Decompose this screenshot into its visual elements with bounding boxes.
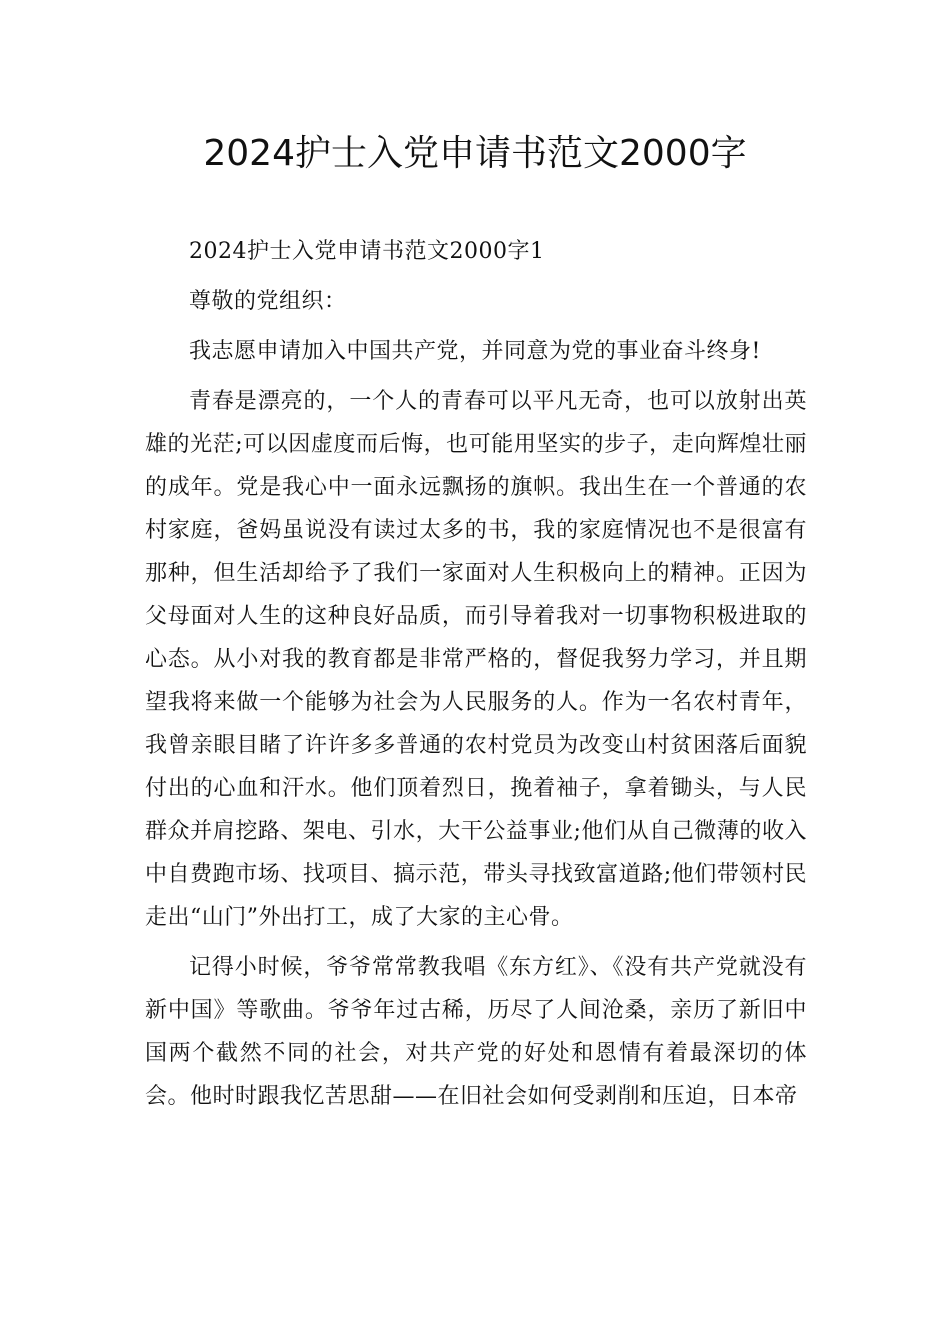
paragraph: 我志愿申请加入中国共产党，并同意为党的事业奋斗终身! bbox=[189, 339, 761, 364]
document-body bbox=[145, 230, 807, 1125]
paragraph-heading: 2024护士入党申请书范文2000字1 bbox=[189, 239, 545, 264]
document-title: 2024护士入党申请书范文2000字 bbox=[203, 133, 747, 174]
paragraph: 青春是漂亮的，一个人的青春可以平凡无奇，也可以放射出英雄的光茫;可以因虚度而后悔，也可能用坚实的步子，走向辉煌壮丽的成年。党是我心中一面永远飘扬的旗帜。我出生在一个普通的农村家庭，爸妈虽说没有读过太多的书，我的家庭情况也不是很富有那种，但生活却给予了我们一家面对人生积极向上的精神。正因为父母面对人生的这种良好品质，而引导着我对一切事物积极进取的心态。从小对我的教育都是非常严格的，督促我努力学习，并且期望我将来做一个能够为社会为人民服务的人。作为一名农村青年，我曾亲眼目睹了许许多多普通的农村党员为改变山村贫困落后面貌付出的心血和汗水。他们顶着烈日，挽着袖子，拿着锄头，与人民群众并肩挖路、架电、引水，大干公益事业;他们从自己微薄的收入中自费跑市场、找项目、搞示范，带头寻找致富道路;他们带领村民走出“山门”外出打工，成了大家的主心骨。 bbox=[145, 389, 807, 930]
paragraph: 记得小时候，爷爷常常教我唱《东方红》、《没有共产党就没有新中国》等歌曲。爷爷年过古稀，历尽了人间沧桑，亲历了新旧中国两个截然不同的社会，对共产党的好处和恩情有着最深切的体会。他时时跟我忆苦思甜——在旧社会如何受剥削和压迫，日本帝 bbox=[145, 955, 807, 1109]
paragraph-salutation: 尊敬的党组织： bbox=[189, 289, 347, 314]
